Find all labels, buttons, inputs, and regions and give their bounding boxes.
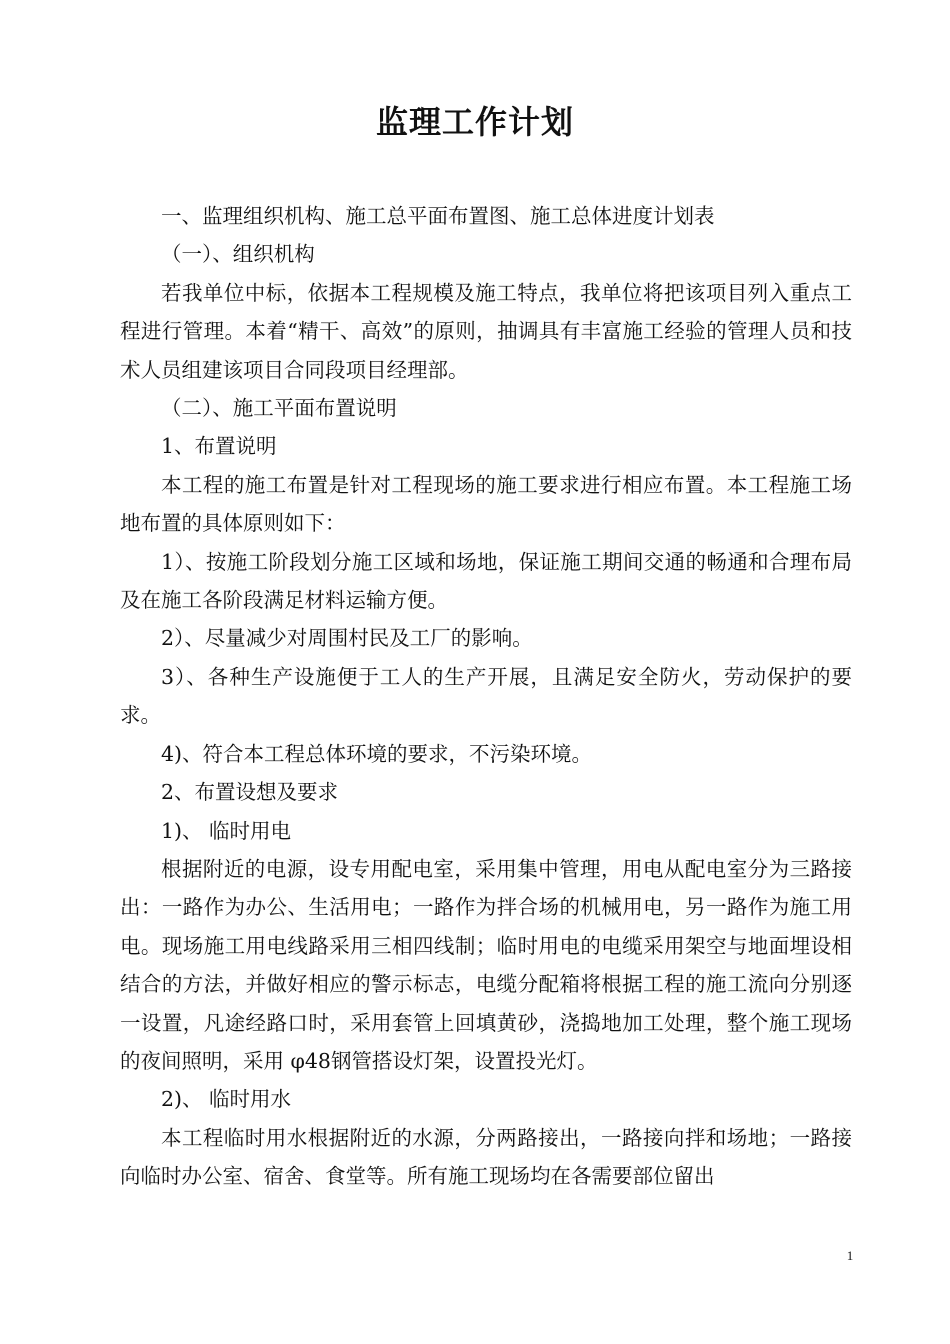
paragraph-requirements-heading: 2、布置设想及要求: [161, 780, 339, 805]
document-body: [120, 197, 852, 1196]
paragraph-temporary-power-heading: 1)、 临时用电: [161, 818, 292, 843]
document-title: 监理工作计划: [375, 103, 574, 141]
paragraph-layout-rule-3: 3）、各种生产设施便于工人的生产开展，且满足安全防火，劳动保护的要求。: [120, 664, 852, 728]
paragraph-layout-rule-2: 2）、尽量减少对周围村民及工厂的影响。: [161, 626, 533, 651]
paragraph-temporary-power-text: 根据附近的电源，设专用配电室，采用集中管理，用电从配电室分为三路接出：一路作为办公、生活用电；一路作为拌合场的机械用电，另一路作为施工用电。现场施工用电线路采用三相四线制；临时用电的电缆采用架空与地面埋设相结合的方法，并做好相应的警示标志，电缆分配箱将根据工程的施工流向分别逐一设置，凡途经路口时，采用套管上回填黄砂，浇捣地加工处理，整个施工现场的夜间照明，采用 φ48钢管搭设灯架，设置投光灯。: [120, 856, 852, 1073]
paragraph-temporary-water-text: 本工程临时用水根据附近的水源，分两路接出，一路接向拌和场地；一路接向临时办公室、宿舍、食堂等。所有施工现场均在各需要部位留出: [120, 1125, 852, 1189]
paragraph-layout-heading: 1、布置说明: [161, 434, 277, 459]
paragraph-subsection-layout: （二）、施工平面布置说明: [161, 396, 397, 421]
paragraph-section-1-heading: 一、监理组织机构、施工总平面布置图、施工总体进度计划表: [161, 204, 715, 228]
paragraph-layout-rule-4: 4)、符合本工程总体环境的要求，不污染环境。: [161, 741, 593, 766]
paragraph-temporary-water-heading: 2)、 临时用水: [161, 1087, 292, 1112]
page-number: 1: [846, 1248, 854, 1263]
paragraph-layout-text: 本工程的施工布置是针对工程现场的施工要求进行相应布置。本工程施工场地布置的具体原则如下：: [120, 472, 852, 536]
paragraph-layout-rule-1: 1）、按施工阶段划分施工区域和场地，保证施工期间交通的畅通和合理布局及在施工各阶段满足材料运输方便。: [120, 549, 852, 613]
paragraph-subsection-organization: （一）、组织机构: [161, 242, 315, 267]
paragraph-organization-text: 若我单位中标，依据本工程规模及施工特点，我单位将把该项目列入重点工程进行管理。本着“精干、高效”的原则，抽调具有丰富施工经验的管理人员和技术人员组建该项目合同段项目经理部。: [120, 280, 852, 382]
